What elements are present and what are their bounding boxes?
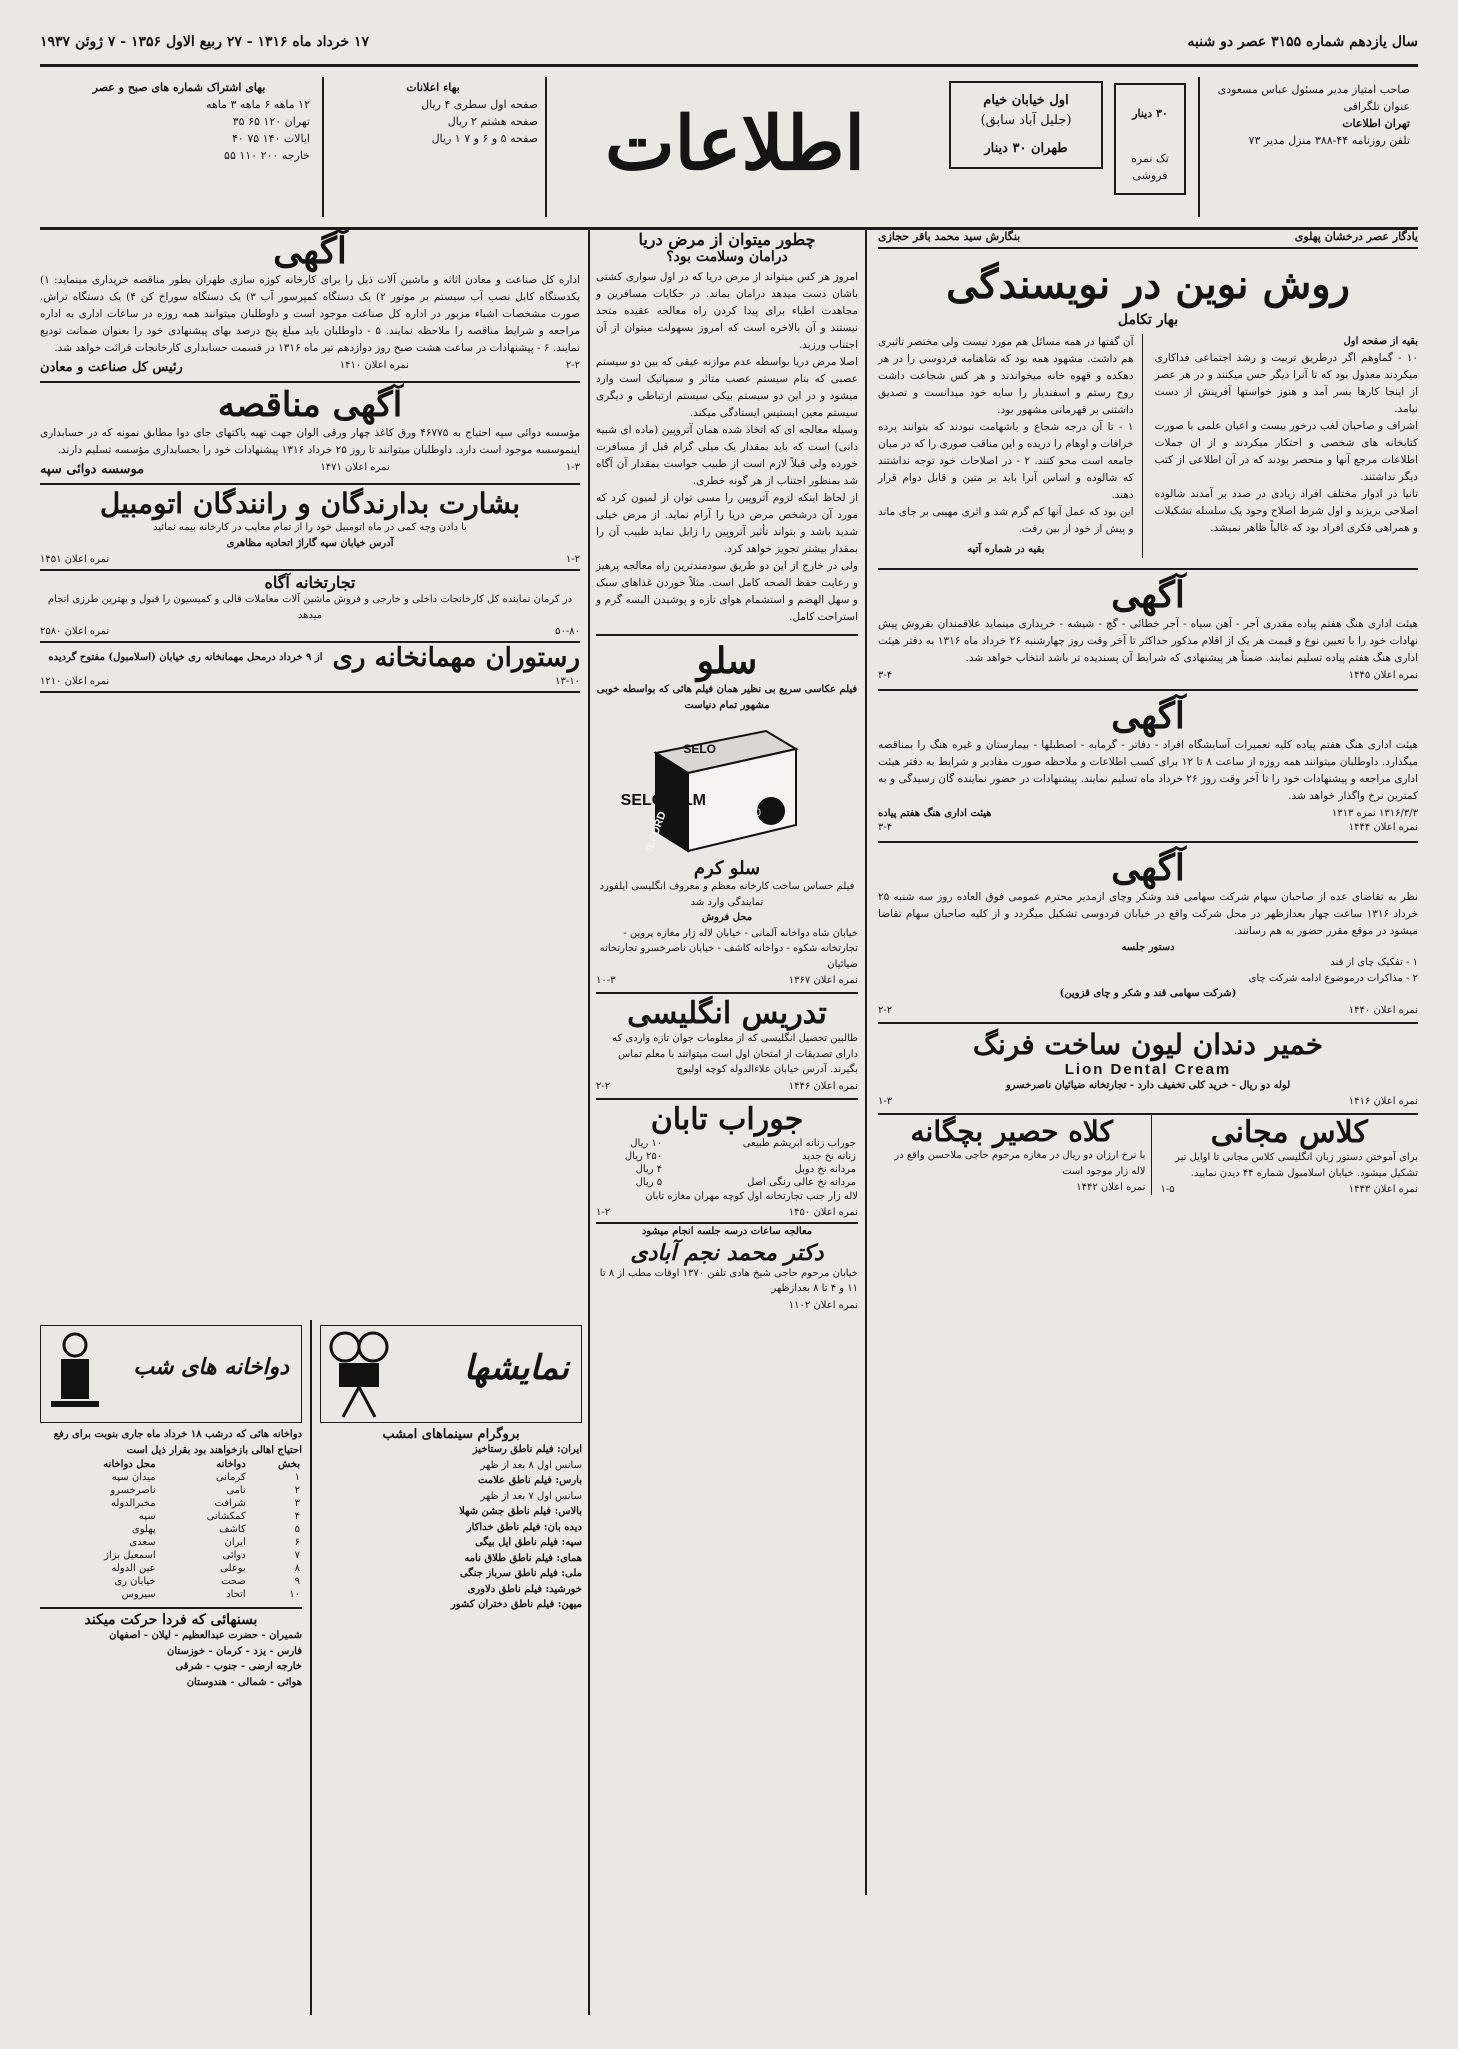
ad-number: نمره اعلان ۱۴۴۵ xyxy=(1348,669,1418,681)
table-cell: ۲۵۰ ریال xyxy=(624,1150,663,1162)
ad-rate-row: صفحه اول سطری ۴ ریال xyxy=(421,98,538,112)
address-line: اول خیابان خیام xyxy=(983,93,1069,108)
continued-footer: بقیه در شماره آتیه xyxy=(967,544,1045,555)
article-paragraph: ۱۰ - گماوهم اگر درطریق تربیت و رشد اجتماعی فداکاری میکردند معذول بود که تا آنرا دیگر حس میکنند و در هر عصر از اینجا کارها بسر آمد و هنوز خواستها آفرینش از دست نیامد. xyxy=(1154,351,1418,415)
bus-route: خارجه ارضی - جنوب - شرقی xyxy=(175,1661,302,1672)
table-cell: مردانه نخ دوبل xyxy=(794,1163,856,1175)
ad-sequence: ۳-۴ xyxy=(878,821,893,833)
ad-sequence: ۲-۲ xyxy=(878,1004,893,1016)
ad-sequence: ۱۳-۱۰ xyxy=(555,676,580,687)
column-divider xyxy=(865,230,867,1895)
cinema-item: همای: فیلم ناطق طلاق نامه xyxy=(464,1552,582,1564)
subscription-row: تهران ۱۲۰ ۶۵ ۳۵ xyxy=(232,115,310,129)
ad-body: خیابان شاه دواخانه آلمانی - خیابان لاله زار مغازه پروین - تجارتخانه شکوه - دواخانه کاشف - خیابان ناصرخسرو تجارتخانه ضیائیان xyxy=(599,927,858,970)
address-line: (جلیل آباد سابق) xyxy=(980,113,1072,129)
ad-number: نمره اعلان ۱۴۴۴ xyxy=(1348,821,1418,833)
projector-icon xyxy=(325,1329,395,1419)
masthead-divider xyxy=(1198,77,1200,217)
bus-route: هوائی - شمالی - هندوستان xyxy=(186,1676,302,1688)
column-divider xyxy=(588,230,590,2015)
ad-number: نمره اعلان ۱۴۵۱ xyxy=(40,554,110,565)
sea-article-subtitle: درامان وسلامت بود؟ xyxy=(666,249,788,265)
agenda-title: دستور جلسه xyxy=(1121,941,1175,953)
table-row xyxy=(40,1588,302,1601)
article-col-b xyxy=(878,334,1143,558)
ad-body: نظر به تقاضای عده از صاحبان سهام شرکت سهامی قند وشکر وچای ازمدیر محترم عمومی فوق العاده روز سه شنبه ۲۵ خرداد ۱۳۱۶ ساعت چهار بعدازظهر در محل شرکت واقع در خیابان فردوسی تشکیل میگردد و از کلیه صاحبان سهام تقاضا میشود در موقع مقرر حضور به هم رسانند. xyxy=(878,890,1419,937)
article-col-a xyxy=(1155,334,1418,558)
ad-sequence: ۱-۳ xyxy=(878,1096,893,1107)
ad-number: نمره اعلان ۱۲۱۰ xyxy=(40,676,110,687)
table-cell: شرافت xyxy=(214,1498,246,1509)
issue-date: ۱۷ خرداد ماه ۱۳۱۶ - ۲۷ ربیع الاول ۱۳۵۶ - ۷ ژوئن ۱۹۳۷ xyxy=(40,34,370,50)
film-box-illustration xyxy=(596,713,858,858)
ad-title: کلاه حصیر بچگانه xyxy=(910,1115,1113,1148)
table-header: محل دواخانه xyxy=(103,1459,156,1470)
pharmacy-title: دواخانه های شب xyxy=(133,1354,289,1380)
cinema-item: سپه: فیلم ناطق ایل بیگی xyxy=(474,1537,582,1548)
table-cell: ۶ xyxy=(294,1537,300,1548)
ad-sequence: ۱-۲ xyxy=(565,554,580,565)
column-right xyxy=(878,230,1418,1195)
ad-sequence: ۱-۳ xyxy=(565,462,580,473)
table-cell: عین الدوله xyxy=(111,1563,156,1574)
ad-date: ۱۳۱۶/۳/۳ نمره ۱۳۱۳ xyxy=(1331,807,1418,819)
column-left xyxy=(40,230,580,693)
masthead-divider xyxy=(545,77,547,217)
table-cell: مردانه نخ عالی رنگی اصل xyxy=(747,1176,856,1188)
price-box xyxy=(1114,83,1186,195)
dateline xyxy=(40,30,1418,56)
article-title: روش نوین در نویسندگی xyxy=(946,261,1350,308)
film-box-brand: SELO xyxy=(683,742,716,756)
ad-number: نمره اعلان ۱۴۱۰ xyxy=(339,360,409,371)
table-cell: صحت xyxy=(220,1576,246,1587)
table-row xyxy=(596,1137,858,1150)
table-row xyxy=(40,1484,302,1497)
english-lessons-title: تدریس انگلیسی xyxy=(627,996,827,1031)
table-cell: ۴ xyxy=(294,1511,300,1522)
film-box-badge xyxy=(757,797,785,825)
owner-line: صاحب امتیاز مدیر مسئول عباس مسعودی xyxy=(1217,83,1410,96)
ad-number: نمره اعلان ۱۱۰۲ xyxy=(788,1299,858,1311)
ad-rates-box xyxy=(328,79,538,147)
restaurant-title: رستوران مهمانخانه ری xyxy=(332,643,580,673)
owner-line: تهران اطلاعات xyxy=(1342,117,1410,131)
table-cell: سعدی xyxy=(129,1537,156,1548)
ad-signature: هیئت ادارى هنگ هفتم پیاده xyxy=(878,807,992,819)
article-paragraph: از لحاظ اینکه لزوم آتروپین را مسی توان از لمیون کرد که مورد آن درشخص مرض دریا را آرام نماید. از مرض خیلی شدید باشد و بتواند تأثیر آتروپین را زایل نماید طبیب آن را بمقدار بیشتر تجویز خواهد کرد. xyxy=(596,492,858,555)
sea-article-title: چطور میتوان از مرض دریا xyxy=(638,230,816,249)
address-line: طهران ۳۰ دینار xyxy=(984,141,1068,157)
table-row xyxy=(40,1575,302,1588)
socks-price-table xyxy=(596,1137,858,1189)
table-cell: میدان سپه xyxy=(111,1472,156,1483)
table-cell: ایران xyxy=(224,1537,246,1548)
table-cell: سپه xyxy=(138,1511,156,1522)
ad-address: آدرس خیابان سپه گاراژ اتحادیه مظاهری xyxy=(226,537,394,549)
table-cell: ۷ xyxy=(294,1550,300,1561)
subscription-row: خارجه ۲۰۰ ۱۱۰ ۵۵ xyxy=(224,149,310,163)
hat-ad xyxy=(878,1115,1152,1195)
socks-title: جوراب تابان xyxy=(650,1101,804,1137)
subscription-row: ایالات ۱۴۰ ۷۵ ۴۰ xyxy=(232,132,310,146)
ad-body: لوله دو ریال - خرید کلی تخفیف دارد - تجارتخانه ضیائیان ناصرخسرو xyxy=(1005,1079,1291,1091)
toothpaste-english: Lion Dental Cream xyxy=(1064,1060,1232,1078)
ad-title: آگهی xyxy=(1111,694,1185,737)
cinema-item: سانس اول ۷ بعد از ظهر xyxy=(480,1490,582,1502)
table-header-row xyxy=(40,1458,302,1471)
ad-body: اداره کل صناعت و معادن اثاثه و ماشین آلات ذیل را برای کارخانه کوزه سازی طهران بطور مناقصه خریداری مینماید: ۱) یکدستگاه کابل نصب آب سیستم بر موتور ۲) یک دستگاه کمپرسور آب ۳) یک دستگاه سوراخ کن ۴) یک دستگاه تراش. صورت مشخصات اشیاء مزبور در اداره کل صناعت موجود است و داوطلبان میتوانند همه روزه در ساعات اداری به اداره مراجعه و شرایط مناقصه را ملاحظه نمایند. ۵ - داوطلبان باید مبلغ پنج درصد بهای پیشنهادی خود را بعنوان ضمانت تودیع نمایند. ۶ - پیشنهادات در ساعت هشت صبح روز دوازدهم تیر ماه ۱۳۱۶ در قسمت حسابداری کارخانجات قرائت خواهد شد. xyxy=(40,274,580,354)
article-paragraph: ۱ - تا آن درجه شجاع و باشهامت نبودند که بتوانند پرده خرافات و اوهام را دریده و این مناقب صوری را که در میان جامعه است محو کنند. ۲ - در اصلاحات خود توجه نداشتند که شالوده و اساس آنرا باید بر متین و قابل دوام قرار دهند. xyxy=(878,421,1134,501)
ad-body: فیلم حساس ساخت کارخانه معظم و معروف انگلیسی ایلفورد نمایندگی وارد شد xyxy=(599,881,855,908)
ad-number: نمره اعلان ۱۴۴۰ xyxy=(1348,1004,1418,1016)
pharmacy-banner xyxy=(40,1325,302,1423)
table-row xyxy=(40,1549,302,1562)
trading-house-title: تجارتخانه آگاه xyxy=(264,573,356,592)
ad-sequence: ۲-۲ xyxy=(565,360,580,371)
ad-body: در کرمان نماینده کل کارخانجات داخلی و خارجی و فروش ماشین آلات معاملات قالی و کمیسیون را قبول و بهترین طرزی انجام میدهد xyxy=(47,594,573,621)
cinema-program-title: بروگرام سینماهای امشب xyxy=(382,1427,520,1442)
address-box xyxy=(949,81,1103,169)
column-divider xyxy=(310,1320,312,2015)
ad-number: نمره اعلان ۱۴۷۱ xyxy=(320,462,390,473)
ad-sequence: ۱-۲ xyxy=(596,1207,611,1218)
owner-line: تلفن روزنامه ۴۴-۳۸۸ منزل مدیر ۷۳ xyxy=(1248,134,1410,148)
table-cell: ۳ xyxy=(294,1498,300,1509)
doctor-label: معالجه ساعات درسه جلسه انجام میشود xyxy=(641,1226,813,1237)
article-paragraph: اصلا مرض دریا بواسطه عدم موازنه عیقی که بین دو سیستم عصبی که بنام سیستم عصب متاثر و سمپاتیک است وارد میشود و در این دو سیستم بیکی سیستم ارتباطی و دیگری سیستم معین ابستیس ایستادگی میکند. xyxy=(596,356,858,419)
continued-label: بقیه از صفحه اول xyxy=(1343,336,1418,347)
table-row xyxy=(40,1562,302,1575)
film-box-number: 120 xyxy=(742,807,761,819)
table-cell: مخبرالدوله xyxy=(110,1498,156,1509)
selo-subtitle: فیلم عکاسی سریع بی نظیر همان فیلم هائی که بواسطه خوبی مشهور تمام دنیاست xyxy=(596,684,858,711)
ad-number: نمره اعلان ۱۴۴۲ xyxy=(1076,1182,1146,1193)
table-row xyxy=(596,1176,858,1189)
ad-number: نمره اعلان ۱۴۱۶ xyxy=(1348,1096,1418,1107)
cinema-banner xyxy=(320,1325,582,1423)
ad-sequence: ۱۰-۳ xyxy=(596,975,616,986)
price-value: ۳۰ دینار xyxy=(1132,107,1168,120)
bus-route: فارس - یزد - کرمان - خوزستان xyxy=(167,1645,302,1657)
masthead xyxy=(40,64,1418,230)
ad-body: خیابان مرحوم حاجی شیخ هادی تلفن ۱۳۷۰ اوقات مطب از ۸ تا ۱۱ و ۴ تا ۸ بعدازظهر xyxy=(599,1267,858,1294)
article-paragraph: امروز هر کس میتواند از مرض دریا که در اول سواری کشتی باشان دست میدهد درامان بماند. در حکایات مسافرین و مجاهدت اطباء برای پیدا کردن راه معالجه عقیده متحد نیستند و آن بالاخره است که امروز بسهولت میتوان از آن اجتناب ورزید. xyxy=(596,271,858,351)
cinema-item: میهن: فیلم ناطق دختران کشور xyxy=(450,1599,582,1610)
article-paragraph: این بود که عمل آنها کم گرم شد و اثری مهیبی بر جای ماند و پیش از خود از بین رفت. xyxy=(878,506,1134,535)
ad-body: با نرخ ارزان دو ریال در مغازه مرحوم حاجی ملاحسن واقع در لاله زار موجود است xyxy=(894,1150,1146,1177)
cinema-item: ایران: فیلم ناطق رستاخیز xyxy=(472,1444,582,1455)
ad-body: با دادن وجه کمی در ماه اتومبیل خود را از تمام معایب در کارخانه بیمه نمائید xyxy=(153,522,467,533)
table-row xyxy=(40,1510,302,1523)
article-paragraph: آن گفتها در همه مسائل هم مورد نیست ولی مختصر تاثیری هم داشت. مشهود همه بود که شاهنامه فردوسی را در هر دهکده و قهوه خانه میخواندند و هر کس شجاعت داشت روح رستم و اسفندیار را سایه خود میدانست و تصدیق داشتنی بر قهرمانی مشهور بود. xyxy=(878,336,1134,416)
film-box-side-text: ILFORD xyxy=(643,809,669,853)
doctor-name: دکتر محمد نجم آبادی xyxy=(630,1239,824,1266)
table-cell: کرمانی xyxy=(215,1472,246,1483)
table-row xyxy=(40,1497,302,1510)
ad-title: آگهی مناقصه xyxy=(217,385,403,425)
table-cell: سیروس xyxy=(121,1589,156,1600)
pharmacy-block xyxy=(40,1325,302,1690)
subscription-box xyxy=(48,79,310,164)
bus-route: شمیران - حضرت عبدالعظیم - لیلان - اصفهان xyxy=(109,1630,302,1641)
table-row xyxy=(596,1150,858,1163)
cinema-item: ملی: فیلم ناطق سرباز جنگی xyxy=(459,1568,582,1579)
ad-rate-row: صفحه ۵ و ۶ و ۷ ۱ ریال xyxy=(431,132,538,146)
table-header: بخش xyxy=(278,1459,300,1470)
newspaper-page xyxy=(40,30,1418,2015)
cinema-item: بالاس: فیلم ناطق جشن شهلا xyxy=(459,1506,582,1517)
cinema-item: سانس اول ۸ بعد از ظهر xyxy=(480,1459,582,1471)
table-cell: ناصرخسرو xyxy=(110,1485,156,1496)
table-cell: زنانه نخ جدید xyxy=(802,1150,856,1162)
ad-sequence: ۲-۲ xyxy=(596,1080,611,1092)
table-cell: ۱۰ xyxy=(289,1589,300,1600)
table-cell: بوعلی xyxy=(220,1563,246,1574)
article-paragraph: وسیله معالجه ای که اتخاذ شده همان آتروپین (ماده ای شبیه دانی) است که باید بمقدار یک میلی گرام قبل از مسافرت خورده ولی قبلاً لازم است از طبیب حواست بمقدار آن آگاه شد بمنظور اجتناب از هر گونه خطری. xyxy=(596,424,858,487)
cinema-item: دیده بان: فیلم ناطق خداکار xyxy=(466,1521,582,1533)
cinema-item: خورشید: فیلم ناطق دلاوری xyxy=(467,1583,582,1595)
pharmacy-intro: دواخانه هائی که درشب ۱۸ خرداد ماه جاری بنوبت برای رفع احتیاج اهالی بازخواهند بود بقرار ذیل است xyxy=(53,1429,302,1456)
cinema-item: بارس: فیلم ناطق علامت xyxy=(477,1475,582,1486)
ad-title: آگهی xyxy=(1111,573,1185,616)
table-cell: اسمعیل بزاز xyxy=(104,1550,156,1561)
selo-film-box-image xyxy=(596,713,858,858)
column-middle xyxy=(596,230,858,1311)
masthead-divider xyxy=(322,77,324,217)
selo-cream-title: سلو کرم xyxy=(693,858,761,879)
agenda-item: ۱ - تفکیک چای از قند xyxy=(1330,957,1418,968)
sale-title: محل فروش xyxy=(701,912,753,923)
restaurant-body: از ۹ خرداد درمحل مهمانخانه ری خیابان (اسلامبول) مفتوح گردیده xyxy=(48,652,323,664)
ad-rate-row: صفحه هشتم ۲ ریال xyxy=(447,115,538,129)
table-cell: ۸ xyxy=(294,1563,300,1574)
table-cell: ۵ ریال xyxy=(635,1176,663,1188)
table-row xyxy=(40,1523,302,1536)
ad-body: مؤسسه دوائی سپه احتیاج به ۴۶۷۷۵ ورق کاغذ چهار ورقی الوان جهت تهیه پاکتهای جای دوا مطابق نمونه که در حسابداری اینموسسه موجود است دارد. داوطلبان میتوانند تا روز ۲۵ خرداد ۱۳۱۶ پیشنهادات خود را بحسابداری مؤسسه تسلیم دارند. xyxy=(40,427,580,456)
table-header: دواخانه xyxy=(216,1459,246,1470)
ad-number: نمره اعلان ۱۴۵۰ xyxy=(788,1207,858,1218)
table-cell: دوائی xyxy=(222,1550,246,1561)
table-cell: ۹ xyxy=(294,1576,300,1587)
class-ad xyxy=(1160,1115,1418,1195)
ad-number: نمره اعلان ۱۴۴۳ xyxy=(1348,1184,1418,1195)
table-cell: کاشف xyxy=(219,1524,246,1535)
owner-box xyxy=(1210,81,1410,149)
table-cell: ۱۰ ریال xyxy=(630,1137,663,1149)
toothpaste-title: خمیر دندان لیون ساخت فرنگ xyxy=(972,1027,1324,1061)
cinema-title: نمایشها xyxy=(463,1348,569,1388)
pharmacy-table xyxy=(40,1458,302,1601)
article-subtitle: بهار تکامل xyxy=(1117,312,1179,328)
ad-signature: رئیس کل صناعت و معادن xyxy=(40,360,183,375)
pharmacist-icon xyxy=(45,1329,105,1419)
ad-body: هیئت ادارى هنگ هفتم پیاده مقدری آجر - آهن سیاه - آجر خطائی - گچ - شیشه - خریداری مینماید علاقمندان بفروش پیش نهادات خود را با تعیین نوع و قیمت هر یک از اقلام مذکور حداکثر تا آخر وقت روز چهارشنبه ۲۶ خرداد ماه ۱۳۱۶ به دفتر هیئت ادارى هنگ هفتم پیاده تسلیم نمایند. ضمناً هر پیشنهادی که شرایط آن پسندیده تر باشد انتخاب خواهد شد. xyxy=(878,617,1419,664)
film-box-label: SELO FILM xyxy=(620,792,706,809)
selo-title: سلو xyxy=(696,640,758,682)
ad-signature: (شرکت سهامی قند و شکر و چای قزوین) xyxy=(1059,988,1237,999)
table-cell: خیابان ری xyxy=(114,1576,156,1587)
table-cell: ۱ xyxy=(294,1472,300,1483)
ad-body: طالبین تحصیل انگلیسی که از معلومات جوان تازه واردی که دارای تصدیقات از امتحان اول است میتوانند با معلم تماس بگیرند. آدرس خیابان علاءالدوله کوچه اولیوچ xyxy=(612,1033,858,1075)
table-row xyxy=(40,1536,302,1549)
ad-sequence: ۳-۴ xyxy=(878,669,893,681)
table-cell: جوراب زنانه ابریشم طبیعی xyxy=(742,1137,856,1149)
table-cell: پهلوی xyxy=(131,1524,156,1535)
table-row xyxy=(40,1471,302,1484)
ad-number: نمره اعلان ۱۳۶۷ xyxy=(788,975,858,986)
table-cell: اتحاد xyxy=(226,1589,246,1600)
subscription-title: بهای اشتراک شماره های صبح و عصر xyxy=(92,81,266,94)
car-owners-title: بشارت بدارندگان و رانندگان اتومبیل xyxy=(99,487,521,520)
agenda-item: ۲ - مذاکرات درموضوع ادامه شرکت چای xyxy=(1248,972,1418,984)
table-cell: ۵ xyxy=(294,1524,300,1535)
table-cell: ۴ ریال xyxy=(635,1163,663,1175)
issue-info: سال یازدهم شماره ۳۱۵۵ عصر دو شنبه xyxy=(1187,34,1418,50)
memorial-label: یادگار عصر درخشان پهلوی xyxy=(1294,230,1418,243)
ad-body: هیئت ادارى هنگ هفتم پیاده کلیه تعمیرات آسایشگاه افراد - دفاتر - گرمابه - اصطبلها - بیمارستان و غیره هنگ را بمناقصه میگذارد. داوطلبان میتوانند همه روزه از ساعت ۸ تا ۱۲ برای کسب اطلاعات و ملاحظه صورت مقادیر و شرایط به دفتر هیئت ادارى مراجعه و پیشنهادات خود را تا آخر وقت روز ۲۶ خرداد ماه تسلیم نمایند. پیشنهادات در حضور نماینده گان رسیدگی و به کمترین نرخ واگذار خواهد شد. xyxy=(878,738,1418,802)
ad-body: برای آموختن دستور زبان انگلیسی کلاس مجانی تا اوایل تیر تشکیل میشود. خیابان اسلامبول شماره ۴۴ دیدن نمایید. xyxy=(1175,1152,1418,1179)
table-row xyxy=(596,1163,858,1176)
newspaper-logo: اطلاعات xyxy=(605,101,865,187)
subscription-row: ۱۲ ماهه ۶ ماهه ۳ ماهه xyxy=(206,98,310,112)
ad-title: آگهی xyxy=(273,230,347,272)
ad-sequence: ۵۰-۸۰ xyxy=(555,626,580,637)
ad-body: لاله زار جنب تجارتخانه اول کوچه مهران مغازه تابان xyxy=(645,1190,858,1202)
ad-number: نمره اعلان ۱۴۴۶ xyxy=(788,1080,858,1092)
article-paragraph: تانیا در ادوار مختلف افراد زیادی در صدد بر آمدند شالوده اصلاحی بریزند و اول شرط اصلاح وجود یک سلسله تشکیلات و همراهی فکری افراد بود که غالباً ظاهر نمیشد. xyxy=(1154,487,1418,534)
ad-number: نمره اعلان ۲۵۸۰ xyxy=(40,626,110,637)
buses-title: بسنهائی که فردا حرکت میکند xyxy=(84,1612,258,1628)
ad-sequence: ۱-۵ xyxy=(1160,1184,1175,1195)
cinema-block xyxy=(320,1325,582,1613)
article-paragraph: اشراف و صاحبان لغب درخور بیست و اعیان علمی با صورت کتابخانه های شخصی و احتکار میکردند و از ان جملات اطلاعات مرجع آنها و منحصر بودند که در آن اطلاعی از کتب دیگر نداشتند. xyxy=(1154,419,1418,483)
ad-title: کلاس مجانی xyxy=(1210,1115,1368,1150)
price-label: تک نمره فروشی xyxy=(1131,152,1169,183)
ad-title: آگهی xyxy=(1111,846,1185,889)
table-cell: ۲ xyxy=(294,1485,300,1496)
ad-signature: موسسه دوائی سپه xyxy=(40,462,145,477)
owner-line: عنوان تلگرافی xyxy=(1343,100,1410,114)
table-cell: کمکشانی xyxy=(206,1511,246,1522)
ad-rates-title: بهاء اعلانات xyxy=(406,81,460,94)
article-byline: بنگارش سید محمد باقر حجازی xyxy=(878,230,1021,243)
table-cell: نامی xyxy=(226,1485,246,1496)
article-paragraph: ولی در خارج از این دو طریق سودمندترین راه معالجه پرهیز و رعایت حفظ الصحه کامل است. مثلاً خوردن غذاهای سبک و سهل الهضم و استشمام هوای تازه و پوشیدن البسه گرم و استراحت کامل. xyxy=(596,560,858,623)
